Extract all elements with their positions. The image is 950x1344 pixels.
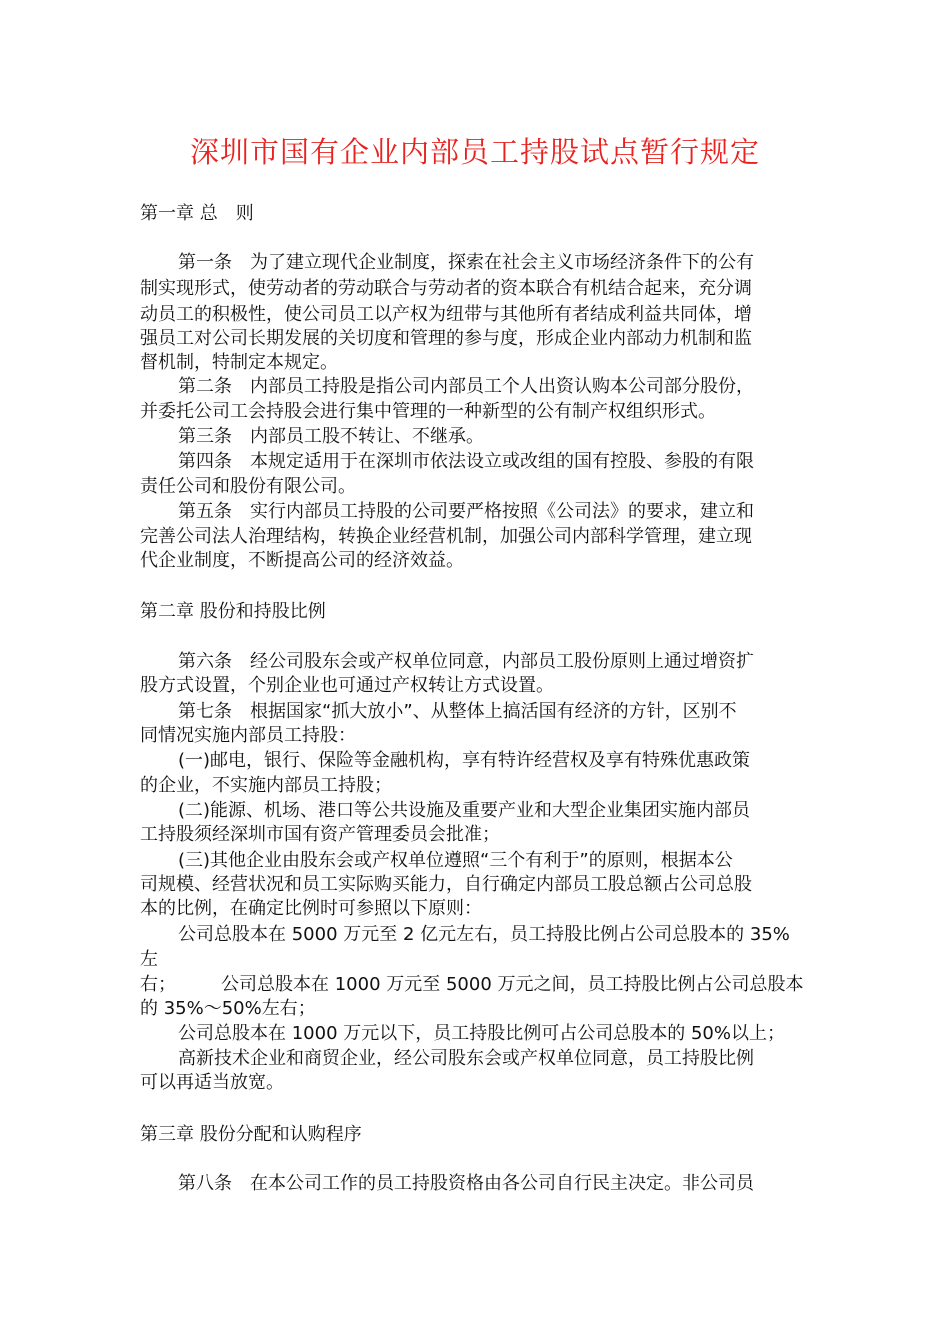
document-title: 深圳市国有企业内部员工持股试点暂行规定 [189, 135, 760, 169]
article-line: 督机制，特制定本规定。 [140, 352, 338, 373]
article-line: 第三条 内部员工股不转让、不继承。 [178, 426, 484, 447]
article-line: 第八条 在本公司工作的员工持股资格由各公司自行民主决定。非公司员 [178, 1173, 754, 1194]
article-line: 的 35%～50%左右； [140, 998, 316, 1019]
article-line: 第五条 实行内部员工持股的公司要严格按照《公司法》的要求，建立和 [178, 501, 754, 522]
article-line: (三)其他企业由股东会或产权单位遵照“三个有利于”的原则，根据本公 [178, 850, 733, 871]
article-line: 工持股须经深圳市国有资产管理委员会批准； [140, 824, 500, 845]
article-line: 右； 公司总股本在 1000 万元至 5000 万元之间，员工持股比例占公司总股本 [140, 974, 804, 995]
article-line: 动员工的积极性，使公司员工以产权为纽带与其他所有者结成利益共同体，增 [140, 304, 752, 325]
article-line: 同情况实施内部员工持股： [140, 725, 356, 746]
article-line: 公司总股本在 1000 万元以下，员工持股比例可占公司总股本的 50%以上； [178, 1023, 785, 1044]
chapter-heading: 第三章 股份分配和认购程序 [140, 1124, 362, 1145]
article-line: 责任公司和股份有限公司。 [140, 476, 356, 497]
chapter-heading: 第二章 股份和持股比例 [140, 601, 326, 622]
article-line: 第六条 经公司股东会或产权单位同意，内部员工股份原则上通过增资扩 [178, 651, 754, 672]
article-line: 本的比例，在确定比例时可参照以下原则： [140, 898, 482, 919]
article-line: 并委托公司工会持股会进行集中管理的一种新型的公有制产权组织形式。 [140, 401, 716, 422]
article-line: 第四条 本规定适用于在深圳市依法设立或改组的国有控股、参股的有限 [178, 451, 754, 472]
article-line: 股方式设置，个别企业也可通过产权转让方式设置。 [140, 675, 554, 696]
article-line: 完善公司法人治理结构，转换企业经营机制，加强公司内部科学管理，建立现 [140, 526, 752, 547]
article-line: 第二条 内部员工持股是指公司内部员工个人出资认购本公司部分股份， [178, 376, 754, 397]
article-line: 代企业制度，不断提高公司的经济效益。 [140, 550, 464, 571]
article-line: 司规模、经营状况和员工实际购买能力，自行确定内部员工股总额占公司总股 [140, 874, 752, 895]
article-line: (一)邮电，银行、保险等金融机构，享有特许经营权及享有特殊优惠政策 [178, 750, 751, 771]
article-line: 制实现形式，使劳动者的劳动联合与劳动者的资本联合有机结合起来，充分调 [140, 278, 752, 299]
article-line: (二)能源、机场、港口等公共设施及重要产业和大型企业集团实施内部员 [178, 800, 751, 821]
article-line: 的企业，不实施内部员工持股； [140, 775, 392, 796]
chapter-heading: 第一章 总 则 [140, 203, 254, 224]
article-line: 左 [140, 949, 158, 970]
article-line: 第一条 为了建立现代企业制度，探索在社会主义市场经济条件下的公有 [178, 252, 754, 273]
article-line: 高新技术企业和商贸企业，经公司股东会或产权单位同意，员工持股比例 [178, 1048, 754, 1069]
article-line: 强员工对公司长期发展的关切度和管理的参与度，形成企业内部动力机制和监 [140, 328, 752, 349]
article-line: 第七条 根据国家“抓大放小”、从整体上搞活国有经济的方针，区别不 [178, 701, 737, 722]
article-line: 可以再适当放宽。 [140, 1072, 284, 1093]
article-line: 公司总股本在 5000 万元至 2 亿元左右，员工持股比例占公司总股本的 35% [178, 924, 790, 945]
